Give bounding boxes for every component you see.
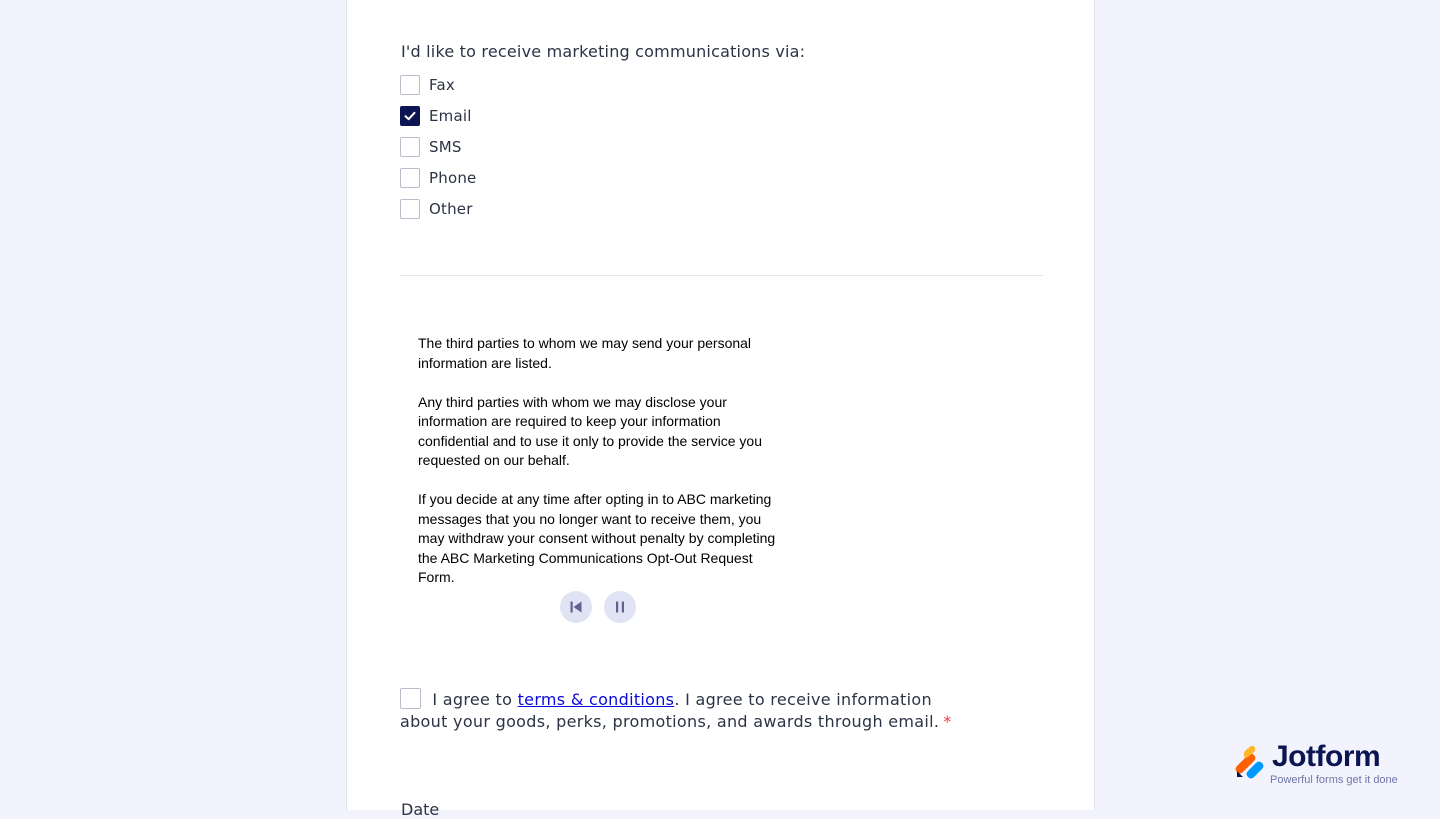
jotform-badge[interactable]	[1234, 740, 1414, 790]
skip-back-icon	[569, 600, 583, 614]
checkbox-email[interactable]	[400, 106, 420, 126]
brand-name: Jotform	[1272, 740, 1381, 773]
brand-tagline: Powerful forms get it done	[1270, 774, 1398, 786]
pause-button[interactable]	[604, 591, 636, 623]
terms-link[interactable]: terms & conditions	[517, 690, 675, 709]
checkmark-icon	[403, 109, 417, 123]
marketing-question-label: I'd like to receive marketing communications via:	[401, 42, 806, 61]
consent-slides	[418, 334, 788, 607]
form-card	[346, 0, 1095, 819]
option-phone[interactable]	[400, 168, 476, 188]
terms-agreement	[400, 688, 960, 733]
slide-paragraph: If you decide at any time after opting in to ABC marketing messages that you no longer want to receive them, you may withdraw your consent without penalty by completing the ABC Marketing Communications Opt-Out Request Form.	[418, 491, 776, 585]
checkbox-sms[interactable]	[400, 137, 420, 157]
section-divider	[400, 275, 1043, 276]
pause-icon	[613, 600, 627, 614]
option-label: SMS	[429, 138, 462, 156]
option-label: Other	[429, 200, 473, 218]
required-asterisk: *	[943, 712, 952, 731]
slide-paragraph: The third parties to whom we may send your personal information are listed.	[418, 335, 752, 371]
option-sms[interactable]	[400, 137, 462, 157]
terms-checkbox[interactable]	[400, 688, 421, 709]
slide-paragraph: Any third parties with whom we may disclose your information are required to keep your information confidential and to use it only to provide the service you requested on our behalf.	[418, 393, 762, 468]
option-label: Email	[429, 107, 472, 125]
option-fax[interactable]	[400, 75, 455, 95]
agreement-prefix: I agree to	[432, 690, 518, 709]
checkbox-phone[interactable]	[400, 168, 420, 188]
agreement-suffix: . I agree to receive information about your goods, perks, promotions, and awards through email.	[400, 690, 940, 731]
date-field-label: Date	[401, 800, 440, 819]
option-email[interactable]	[400, 106, 472, 126]
restart-button[interactable]	[560, 591, 592, 623]
option-other[interactable]	[400, 199, 473, 219]
checkbox-other[interactable]	[400, 199, 420, 219]
checkbox-fax[interactable]	[400, 75, 420, 95]
option-label: Phone	[429, 169, 477, 187]
jotform-logo-icon	[1234, 746, 1268, 780]
option-label: Fax	[429, 76, 455, 94]
